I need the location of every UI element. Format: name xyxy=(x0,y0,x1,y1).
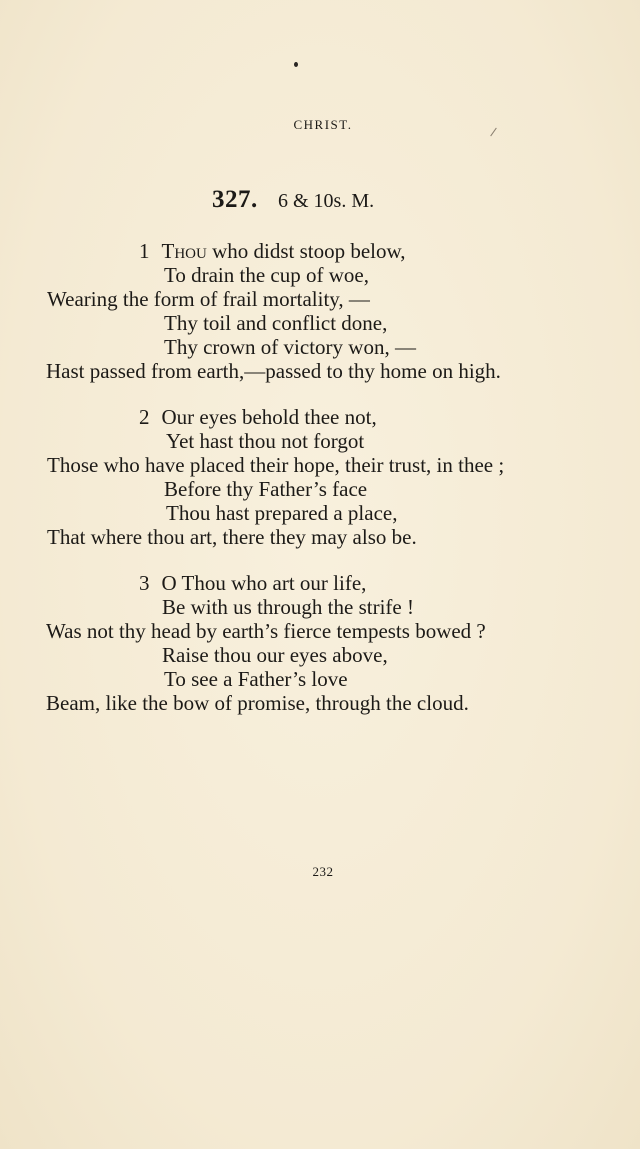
verse-first-word: Thou xyxy=(161,239,207,263)
verse-3-line-1 xyxy=(139,573,366,594)
verse-1-line-1 xyxy=(139,241,406,262)
verse-line-rest: eyes behold thee not, xyxy=(194,405,377,429)
verse-line-rest: who didst stoop below, xyxy=(206,239,406,263)
verse-1-line-2: To drain the cup of woe, xyxy=(164,263,369,287)
verse-line-rest: Thou who art our life, xyxy=(176,571,367,595)
verse-1-line-4: Thy toil and conflict done, xyxy=(164,311,388,335)
hymn-heading xyxy=(212,186,374,214)
verse-2-line-6: That where thou art, there they may also be. xyxy=(47,525,417,549)
hymn-meter: 6 & 10s. M. xyxy=(278,190,375,212)
verse-1-line-6: Hast passed from earth,—passed to thy home on high. xyxy=(46,359,501,383)
verse-1-line-5: Thy crown of victory won, — xyxy=(164,335,416,359)
verse-1-line-3: Wearing the form of frail mortality, — xyxy=(47,287,370,311)
verse-number: 1 xyxy=(139,239,150,263)
verse-3-line-3: Was not thy head by earth’s fierce tempests bowed ? xyxy=(46,619,486,643)
verse-2-line-5: Thou hast prepared a place, xyxy=(166,501,398,525)
verse-3-line-5: To see a Father’s love xyxy=(164,667,348,691)
ink-speck xyxy=(294,62,298,67)
verse-2-line-2: Yet hast thou not forgot xyxy=(166,429,365,453)
verse-number: 2 xyxy=(139,405,150,429)
verse-2-line-3: Those who have placed their hope, their trust, in thee ; xyxy=(47,453,505,477)
page-number: 232 xyxy=(312,864,334,879)
verse-number: 3 xyxy=(139,571,150,595)
running-header: CHRIST. xyxy=(293,117,353,132)
verse-3-line-4: Raise thou our eyes above, xyxy=(162,643,388,667)
verse-first-word: Our xyxy=(161,405,195,429)
hymn-number: 327. xyxy=(212,186,258,213)
verse-first-word: O xyxy=(161,571,177,595)
verse-2-line-1 xyxy=(139,407,377,428)
verse-3-line-6: Beam, like the bow of promise, through the cloud. xyxy=(46,691,469,715)
verse-3-line-2: Be with us through the strife ! xyxy=(162,595,414,619)
verse-2-line-4: Before thy Father’s face xyxy=(164,477,368,501)
